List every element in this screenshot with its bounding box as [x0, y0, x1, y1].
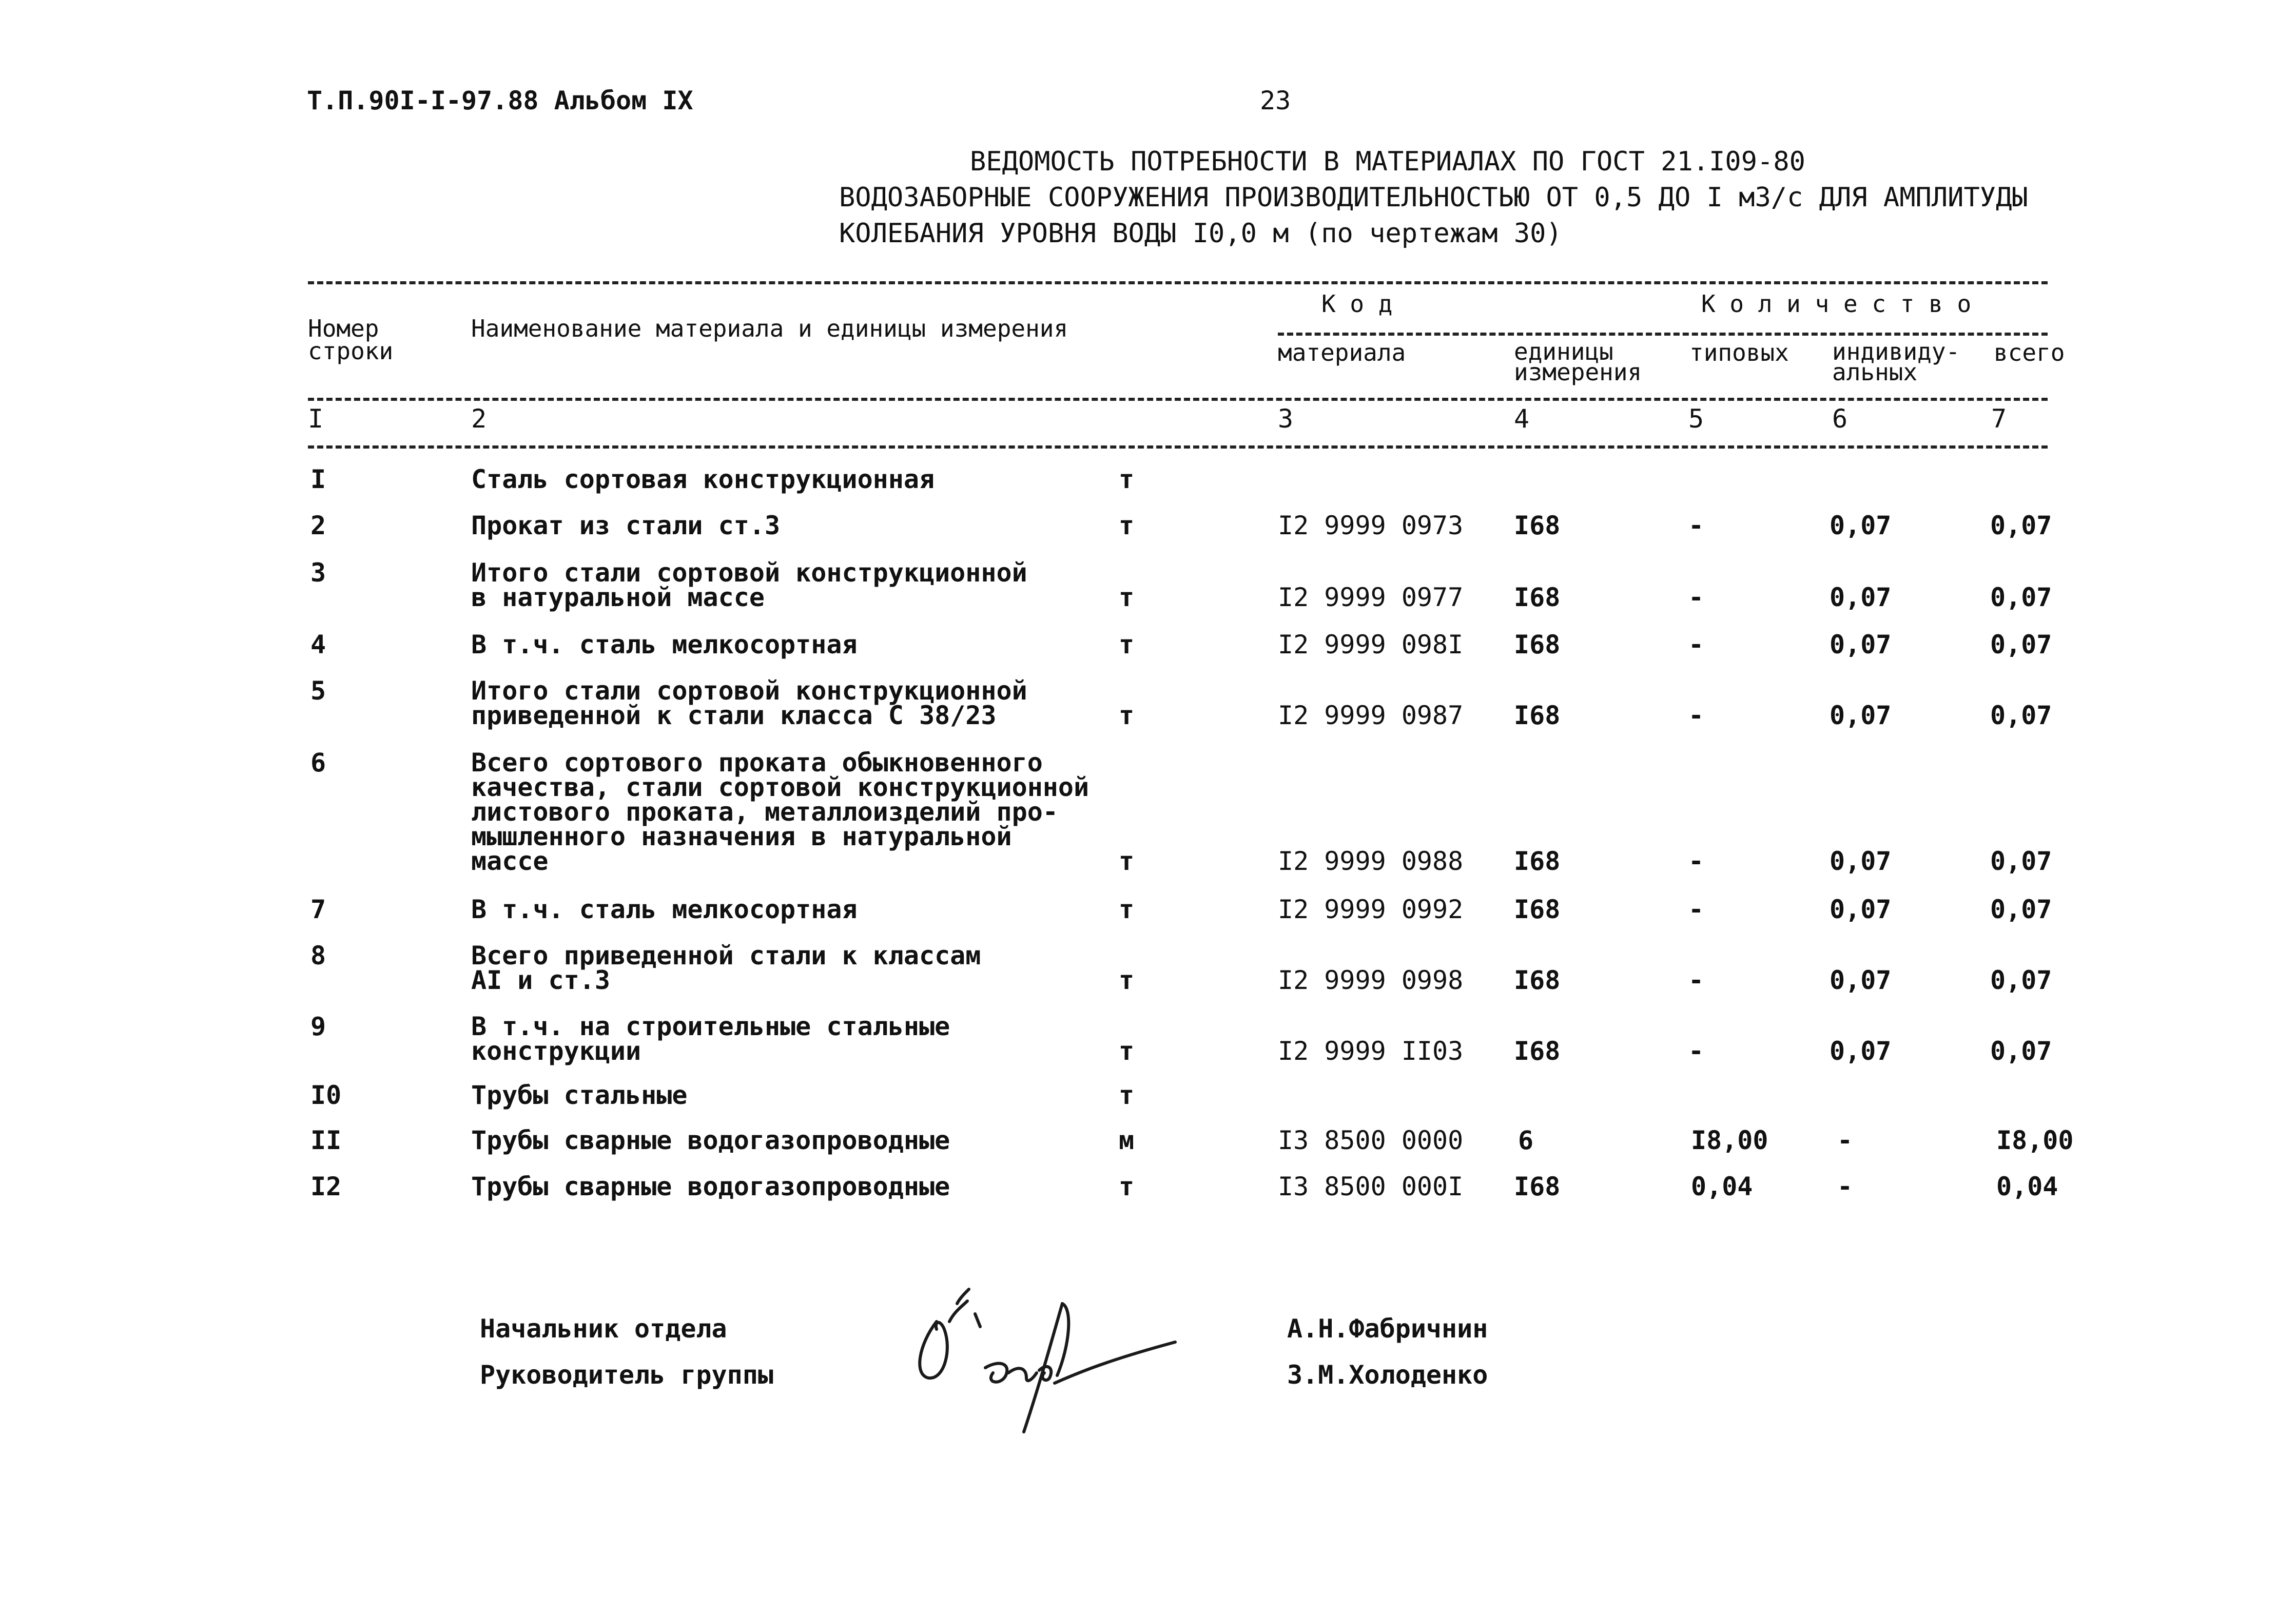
row-unit-code: I68 — [1514, 965, 1561, 995]
row-number: I — [310, 464, 326, 494]
row-total: 0,04 — [1996, 1172, 2058, 1201]
row-number: II — [310, 1125, 342, 1155]
col-number: 6 — [1832, 404, 1848, 434]
row-material-code: I3 8500 000I — [1278, 1172, 1464, 1201]
row-number: 6 — [310, 748, 326, 778]
row-total: 0,07 — [1990, 511, 2052, 540]
row-total: 0,07 — [1990, 701, 2052, 730]
col-number: 3 — [1278, 404, 1294, 434]
header-row-no — [308, 315, 394, 365]
row-material-code: I3 8500 0000 — [1278, 1125, 1464, 1155]
header-material: материала — [1278, 339, 1406, 366]
row-material-code: I2 9999 0977 — [1278, 583, 1464, 612]
row-total: 0,07 — [1990, 583, 2052, 612]
row-name — [471, 632, 858, 657]
row-material-code: I2 9999 0998 — [1278, 965, 1464, 995]
row-individual: - — [1837, 1125, 1853, 1155]
row-individual: 0,07 — [1830, 583, 1892, 612]
row-number: I2 — [310, 1172, 342, 1201]
row-unit: т — [1119, 583, 1135, 612]
row-material-code: I2 9999 0992 — [1278, 895, 1464, 924]
header-individual-line2: альных — [1832, 358, 1918, 386]
row-unit: т — [1119, 630, 1135, 659]
row-name-line: В т.ч. сталь мелкосортная — [471, 895, 858, 924]
row-unit: т — [1119, 846, 1135, 876]
header-code-group: К о д — [1321, 290, 1393, 318]
row-individual: 0,07 — [1830, 511, 1892, 540]
row-name-line: листового проката, металлоизделий про- — [471, 797, 1058, 827]
header-qty-group: К о л и ч е с т в о — [1701, 290, 1972, 318]
row-unit: т — [1119, 464, 1135, 494]
row-name-line: Трубы сварные водогазопроводные — [471, 1172, 950, 1201]
header-name: Наименование материала и единицы измерения — [471, 315, 1068, 342]
row-number: 3 — [310, 558, 326, 588]
row-unit-code: I68 — [1514, 895, 1561, 924]
row-unit-code: I68 — [1514, 1036, 1561, 1066]
row-total: 0,07 — [1990, 965, 2052, 995]
row-total: I8,00 — [1996, 1125, 2074, 1155]
row-number: 9 — [310, 1012, 326, 1041]
document-code: Т.П.90I-I-97.88 Альбом IX — [307, 86, 693, 115]
row-unit: т — [1119, 511, 1135, 540]
row-number: 7 — [310, 895, 326, 924]
row-unit-code: I68 — [1514, 511, 1561, 540]
handwritten-signature — [908, 1273, 1196, 1447]
row-typical: - — [1688, 1036, 1704, 1066]
row-name-line: приведенной к стали класса С 38/23 — [471, 701, 997, 730]
row-unit-code: I68 — [1514, 846, 1561, 876]
table-top-rule — [308, 281, 2048, 284]
row-name-line: Итого стали сортовой конструкционной — [471, 676, 1027, 706]
row-total: 0,07 — [1990, 895, 2052, 924]
row-total: 0,07 — [1990, 846, 2052, 876]
row-individual: 0,07 — [1830, 630, 1892, 659]
row-number: 5 — [310, 676, 326, 706]
row-name-line: В т.ч. сталь мелкосортная — [471, 630, 858, 659]
row-number: I0 — [310, 1080, 342, 1110]
row-typical: 0,04 — [1691, 1172, 1753, 1201]
row-name — [471, 464, 935, 494]
col-number: 7 — [1991, 404, 2007, 434]
signature-role-head: Начальник отдела — [480, 1314, 727, 1344]
row-name-line: массе — [471, 846, 549, 876]
row-name — [471, 513, 780, 538]
row-material-code: I2 9999 0973 — [1278, 511, 1464, 540]
col-number-rule — [308, 445, 2048, 449]
row-name — [471, 678, 1027, 728]
title-line-1: ВЕДОМОСТЬ ПОТРЕБНОСТИ В МАТЕРИАЛАХ ПО ГОСТ 21.I09-80 — [970, 146, 1805, 177]
row-name — [471, 750, 1089, 874]
row-name — [471, 897, 858, 922]
row-individual: 0,07 — [1830, 701, 1892, 730]
row-unit-code: I68 — [1514, 583, 1561, 612]
row-unit: т — [1119, 701, 1135, 730]
signature-name-2: З.М.Холоденко — [1287, 1360, 1488, 1390]
row-typical: - — [1688, 965, 1704, 995]
row-name-line: качества, стали сортовой конструкционной — [471, 772, 1089, 802]
row-name-line: Прокат из стали ст.3 — [471, 511, 781, 540]
row-individual: - — [1837, 1172, 1853, 1201]
row-number: 2 — [310, 511, 326, 540]
row-total: 0,07 — [1990, 630, 2052, 659]
row-name — [471, 1174, 950, 1199]
row-typical: - — [1688, 511, 1704, 540]
row-individual: 0,07 — [1830, 895, 1892, 924]
signature-role-group-lead: Руководитель группы — [480, 1360, 773, 1390]
row-individual: 0,07 — [1830, 1036, 1892, 1066]
row-unit: т — [1119, 1172, 1135, 1201]
row-name — [471, 1080, 688, 1110]
row-individual: 0,07 — [1830, 965, 1892, 995]
row-name-line: Трубы сварные водогазопроводные — [471, 1125, 950, 1155]
row-name-line: Сталь сортовая конструкционная — [471, 464, 935, 494]
row-typical: - — [1688, 846, 1704, 876]
row-name-line: Всего сортового проката обыкновенного — [471, 748, 1043, 778]
header-individual-line1: индивиду- — [1832, 338, 1960, 365]
row-unit: м — [1119, 1125, 1135, 1155]
signature-name-1: А.Н.Фабричнин — [1287, 1314, 1488, 1344]
col-number: I — [308, 404, 324, 434]
header-total: всего — [1994, 339, 2065, 366]
header-typical: типовых — [1689, 339, 1789, 366]
header-unit — [1514, 338, 1642, 386]
row-material-code: I2 9999 098I — [1278, 630, 1464, 659]
row-number: 8 — [310, 941, 326, 971]
header-unit-line1: единицы — [1514, 338, 1613, 365]
row-number: 4 — [310, 630, 326, 659]
row-unit: т — [1119, 1036, 1135, 1066]
row-unit-code: I68 — [1514, 701, 1561, 730]
title-line-3: КОЛЕБАНИЯ УРОВНЯ ВОДЫ I0,0 м (по чертежам 30) — [839, 218, 1562, 249]
row-unit-code: I68 — [1514, 1172, 1561, 1201]
page-number: 23 — [1260, 86, 1291, 115]
row-material-code: I2 9999 0988 — [1278, 846, 1464, 876]
row-name-line: Всего приведенной стали к классам — [471, 941, 981, 971]
row-name-line: мышленного назначения в натуральной — [471, 822, 1012, 851]
row-unit-code: 6 — [1518, 1125, 1534, 1155]
title-line-2: ВОДОЗАБОРНЫЕ СООРУЖЕНИЯ ПРОИЗВОДИТЕЛЬНОСТЬЮ ОТ 0,5 ДО I м3/с ДЛЯ АМПЛИТУДЫ — [839, 182, 2028, 213]
header-row-no-line2: строки — [308, 337, 394, 365]
row-unit-code: I68 — [1514, 630, 1561, 659]
row-name — [471, 560, 1027, 610]
row-name-line: В т.ч. на строительные стальные — [471, 1012, 950, 1041]
header-unit-line2: измерения — [1514, 358, 1642, 386]
row-name-line: Итого стали сортовой конструкционной — [471, 558, 1027, 588]
col-number: 5 — [1688, 404, 1704, 434]
row-name-line: AI и ст.3 — [471, 965, 610, 995]
col-number: 2 — [471, 404, 487, 434]
code-group-rule — [1278, 333, 2048, 336]
header-individual — [1832, 338, 1960, 386]
row-name-line: конструкции — [471, 1036, 641, 1066]
row-typical: - — [1688, 583, 1704, 612]
header-bottom-rule — [308, 398, 2048, 401]
row-typical: - — [1688, 895, 1704, 924]
row-individual: 0,07 — [1830, 846, 1892, 876]
row-name — [471, 1125, 950, 1155]
row-name — [471, 943, 981, 993]
row-material-code: I2 9999 II03 — [1278, 1036, 1464, 1066]
row-material-code: I2 9999 0987 — [1278, 701, 1464, 730]
header-row-no-line1: Номер — [308, 315, 379, 342]
row-typical: - — [1688, 701, 1704, 730]
row-unit: т — [1119, 965, 1135, 995]
col-number: 4 — [1514, 404, 1530, 434]
row-unit: т — [1119, 895, 1135, 924]
row-typical: - — [1688, 630, 1704, 659]
row-total: 0,07 — [1990, 1036, 2052, 1066]
row-name — [471, 1012, 950, 1066]
row-name-line: Трубы стальные — [471, 1080, 688, 1110]
row-typical: I8,00 — [1691, 1125, 1768, 1155]
row-name-line: в натуральной массе — [471, 583, 765, 612]
row-unit: т — [1119, 1080, 1135, 1110]
